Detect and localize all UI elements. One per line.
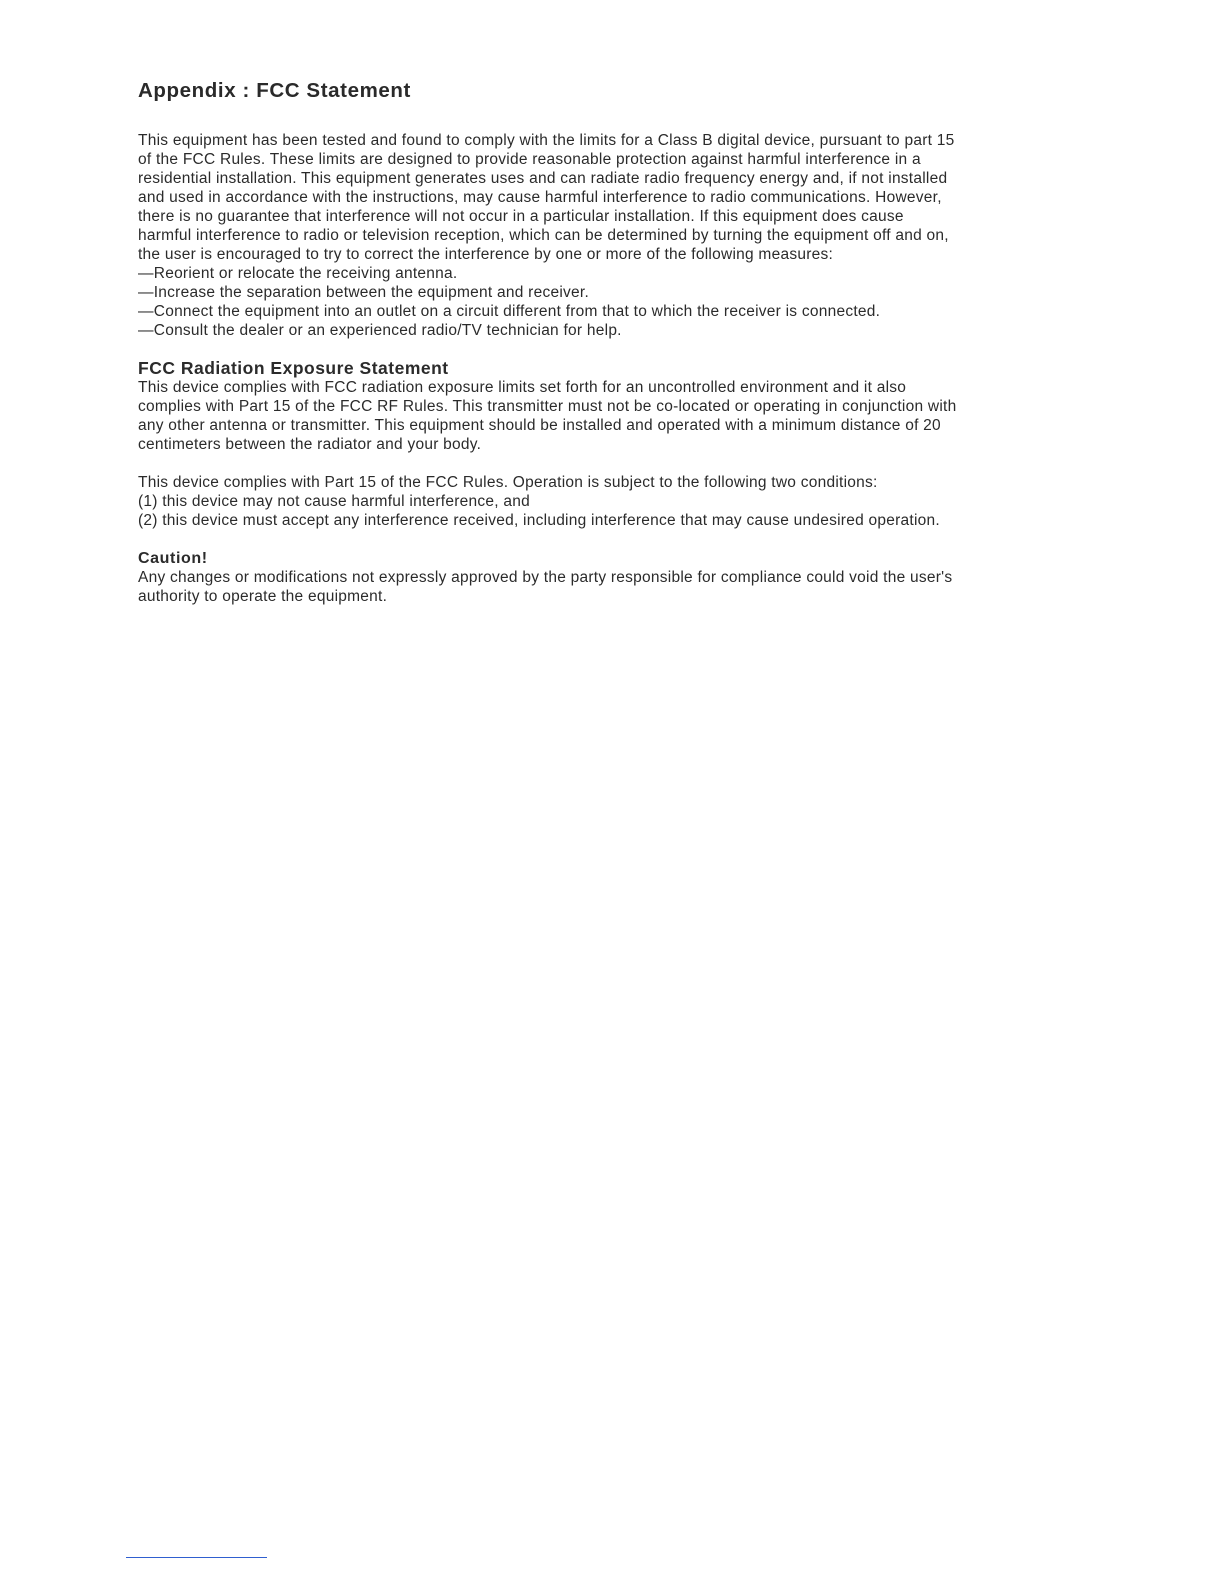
radiation-line: centimeters between the radiator and your body. — [138, 436, 482, 453]
radiation-line: any other antenna or transmitter. This equipment should be installed and operated with a minimum distance of 20 — [138, 417, 941, 434]
conditions-line: This device complies with Part 15 of the FCC Rules. Operation is subject to the following two conditions: — [138, 474, 878, 491]
page-title: Appendix : FCC Statement — [138, 79, 411, 102]
measure-item: —Increase the separation between the equipment and receiver. — [138, 284, 589, 301]
spacer — [138, 454, 1088, 473]
intro-line: of the FCC Rules. These limits are designed to provide reasonable protection against harmful interference in a — [138, 151, 921, 168]
intro-line: and used in accordance with the instructions, may cause harmful interference to radio communications. However, — [138, 189, 942, 206]
radiation-section — [138, 359, 1088, 454]
intro-line: This equipment has been tested and found to comply with the limits for a Class B digital device, pursuant to part 15 — [138, 132, 955, 149]
caution-heading: Caution! — [138, 550, 208, 567]
caution-section — [138, 549, 1088, 606]
conditions-section — [138, 473, 1088, 530]
caution-line: authority to operate the equipment. — [138, 588, 388, 605]
caution-line: Any changes or modifications not expressly approved by the party responsible for compliance could void the user's — [138, 569, 953, 586]
spacer — [138, 340, 1088, 359]
intro-line: residential installation. This equipment generates uses and can radiate radio frequency energy and, if not installed — [138, 170, 948, 187]
measures-list — [138, 264, 1088, 340]
footnote-rule — [126, 1557, 267, 1558]
intro-line: there is no guarantee that interference will not occur in a particular installation. If this equipment does cause — [138, 208, 904, 225]
conditions-line: (1) this device may not cause harmful interference, and — [138, 493, 530, 510]
intro-line: harmful interference to radio or television reception, which can be determined by turning the equipment off and on, — [138, 227, 949, 244]
measure-item: —Reorient or relocate the receiving antenna. — [138, 265, 458, 282]
measure-item: —Connect the equipment into an outlet on a circuit different from that to which the receiver is connected. — [138, 303, 881, 320]
fcc-statement-page — [138, 78, 1088, 606]
radiation-heading: FCC Radiation Exposure Statement — [138, 358, 449, 378]
intro-paragraph — [138, 131, 1088, 264]
radiation-line: This device complies with FCC radiation exposure limits set forth for an uncontrolled environment and it also — [138, 379, 907, 396]
intro-line: the user is encouraged to try to correct the interference by one or more of the following measures: — [138, 246, 834, 263]
spacer — [138, 530, 1088, 549]
radiation-line: complies with Part 15 of the FCC RF Rules. This transmitter must not be co-located or operating in conjunction with — [138, 398, 957, 415]
conditions-line: (2) this device must accept any interference received, including interference that may cause undesired operation. — [138, 512, 940, 529]
measure-item: —Consult the dealer or an experienced radio/TV technician for help. — [138, 322, 622, 339]
